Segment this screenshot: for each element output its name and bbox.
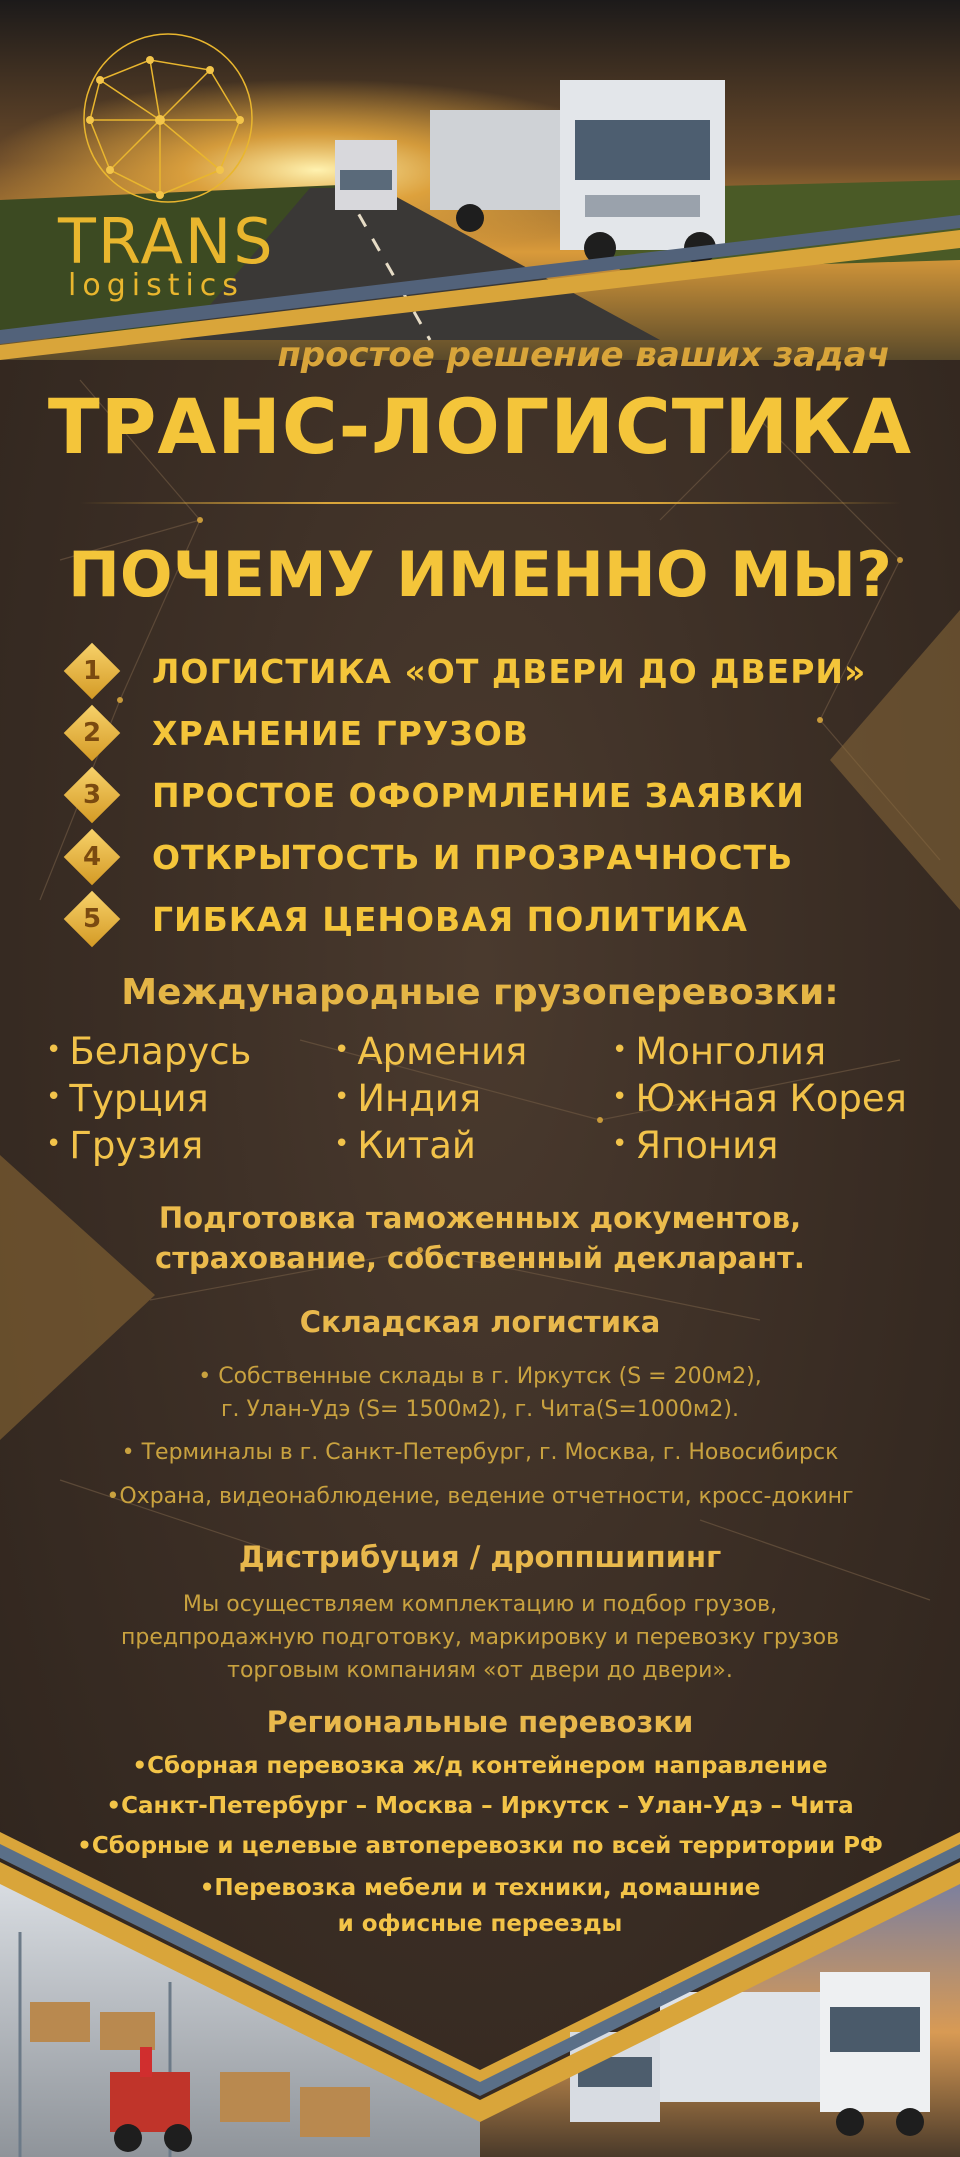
country-item: • Турция: [46, 1077, 251, 1124]
distribution-heading: Дистрибуция / дроппшипинг: [238, 1540, 722, 1574]
reason-text: ОТКРЫТОСТЬ И ПРОЗРАЧНОСТЬ: [152, 837, 794, 877]
country-item: • Грузия: [46, 1124, 251, 1171]
country-item: • Индия: [334, 1077, 527, 1124]
reason-item: [62, 764, 922, 826]
number-diamond-icon: 5: [64, 891, 121, 948]
reasons-list: [62, 640, 922, 950]
page-title: ТРАНС-ЛОГИСТИКА: [47, 382, 913, 471]
reason-item: [62, 888, 922, 950]
tagline: простое решение ваших задач: [277, 335, 890, 375]
regional-line: •Перевозка мебели и техники, домашние: [199, 1875, 761, 1901]
warehouse-line: • Собственные склады в г. Иркутск (S = 200м2),: [198, 1364, 762, 1389]
customs-line: страхование, собственный декларант.: [155, 1241, 805, 1275]
hero-banner: [0, 0, 960, 360]
reason-text: ХРАНЕНИЕ ГРУЗОВ: [152, 713, 529, 753]
customs-text: [0, 1198, 960, 1278]
logo-logistics: logistics: [68, 268, 244, 303]
logo-trans: TRANS: [58, 205, 275, 278]
country-item: • Япония: [612, 1124, 907, 1171]
regional-line: •Санкт-Петербург – Москва – Иркутск – Улан-Удэ – Чита: [106, 1793, 854, 1819]
number-diamond-icon: 1: [64, 643, 121, 700]
international-heading: Международные грузоперевозки:: [121, 972, 839, 1013]
country-item: • Армения: [334, 1030, 527, 1077]
number-diamond-icon: 3: [64, 767, 121, 824]
warehouse-heading: Складская логистика: [299, 1305, 661, 1339]
reason-item: [62, 826, 922, 888]
reason-text: ГИБКАЯ ЦЕНОВАЯ ПОЛИТИКА: [152, 899, 748, 939]
country-item: • Китай: [334, 1124, 527, 1171]
country-item: • Монголия: [612, 1030, 907, 1077]
divider: [80, 502, 900, 504]
reason-text: ПРОСТОЕ ОФОРМЛЕНИЕ ЗАЯВКИ: [152, 775, 805, 815]
regional-heading: Региональные перевозки: [266, 1705, 694, 1739]
country-item: • Беларусь: [46, 1030, 251, 1077]
number-diamond-icon: 2: [64, 705, 121, 762]
why-us-heading: ПОЧЕМУ ИМЕННО МЫ?: [67, 538, 893, 611]
number-diamond-icon: 4: [64, 829, 121, 886]
distribution-line: Мы осуществляем комплектацию и подбор грузов,: [182, 1592, 778, 1617]
country-item: • Южная Корея: [612, 1077, 907, 1124]
reason-item: [62, 702, 922, 764]
distribution-line: торговым компаниям «от двери до двери».: [227, 1658, 733, 1683]
countries-column-3: [612, 1030, 907, 1171]
regional-line: и офисные переезды: [337, 1911, 623, 1937]
countries-column-2: [334, 1030, 527, 1171]
bottom-photos: [0, 1832, 960, 2157]
customs-line: Подготовка таможенных документов,: [158, 1201, 802, 1235]
reason-text: ЛОГИСТИКА «ОТ ДВЕРИ ДО ДВЕРИ»: [152, 651, 867, 691]
hero-illustration: [0, 0, 960, 360]
countries-column-1: [46, 1030, 251, 1171]
reason-item: [62, 640, 922, 702]
warehouse-line: • Терминалы в г. Санкт-Петербург, г. Москва, г. Новосибирск: [121, 1440, 839, 1465]
distribution-line: предпродажную подготовку, маркировку и перевозку грузов: [120, 1625, 840, 1650]
warehouse-line: •Охрана, видеонаблюдение, ведение отчетности, кросс-докинг: [106, 1484, 854, 1509]
warehouse-line: г. Улан-Удэ (S= 1500м2), г. Чита(S=1000м2).: [221, 1397, 739, 1422]
regional-line: •Сборные и целевые автоперевозки по всей территории РФ: [77, 1833, 883, 1859]
regional-line: •Сборная перевозка ж/д контейнером направление: [132, 1753, 828, 1779]
